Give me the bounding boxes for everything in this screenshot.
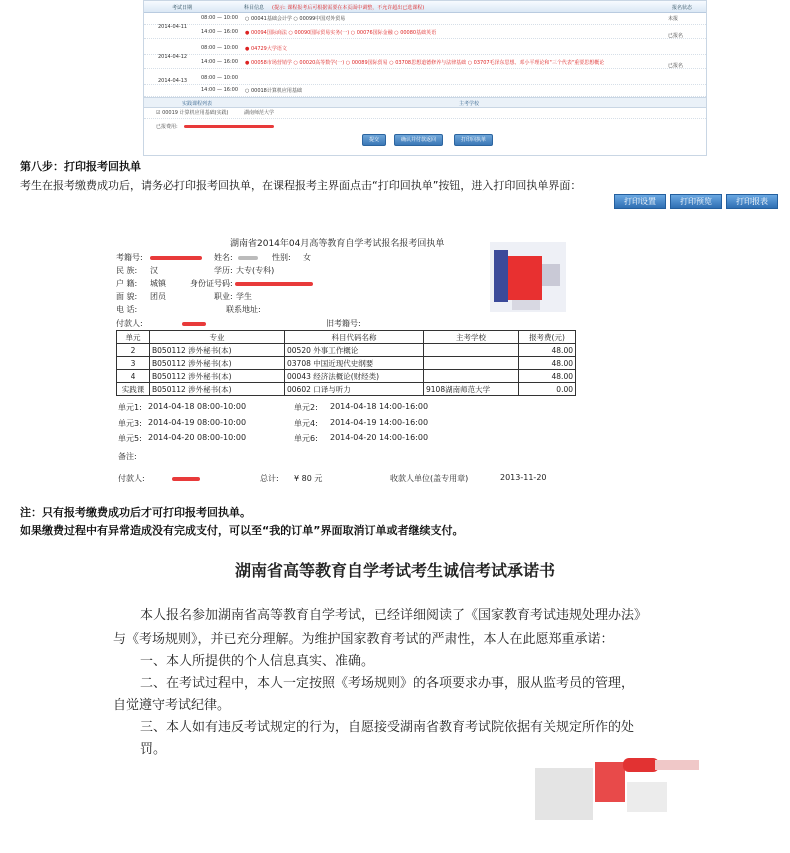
cell-fee: 48.00 <box>519 370 576 383</box>
table-row <box>144 45 706 60</box>
row-date: 2014-04-13 <box>158 78 188 84</box>
hukou-value: 城镇 <box>150 279 166 288</box>
unit-time: 2014-04-20 14:00-16:00 <box>330 433 429 442</box>
practice-header <box>144 97 706 108</box>
redacted-candidate-no <box>150 256 202 260</box>
cell-fee: 48.00 <box>519 357 576 370</box>
total-fee-label: 已报费用: <box>156 124 178 130</box>
label-payer: 付款人: <box>116 319 143 328</box>
row-status: 已报名 <box>668 33 684 39</box>
row-time: 14:00 — 16:00 <box>201 59 238 65</box>
practice-school: 湖南师范大学 <box>244 110 275 116</box>
gender-value: 女 <box>303 253 311 262</box>
school-header-label: 主考学校 <box>459 101 480 107</box>
cell-subject: 00043 经济法概论(财经类) <box>285 370 424 383</box>
cell-unit: 4 <box>117 370 150 383</box>
step8-title: 第八步：打印报考回执单 <box>20 160 141 173</box>
politics-value: 团员 <box>150 292 166 301</box>
label-phone: 电 话: <box>116 305 138 314</box>
row-status: 未报 <box>668 16 679 22</box>
cell-unit: 2 <box>117 344 150 357</box>
label-gender: 性别: <box>272 253 291 262</box>
footer-total-label: 总计: <box>260 474 279 483</box>
redacted-payer <box>182 322 206 326</box>
row-options[interactable]: ● 04729大学语文 <box>245 46 287 52</box>
unit-time: 2014-04-19 14:00-16:00 <box>330 418 429 427</box>
row-time: 08:00 — 10:00 <box>201 75 238 81</box>
cell-subject: 00602 口译与听力 <box>285 383 424 396</box>
note-print-condition: 注：只有报考缴费成功后才可打印报考回执单。 <box>20 506 251 519</box>
practice-row <box>144 109 706 119</box>
receipt-title: 湖南省2014年04月高等教育自学考试报名报考回执单 <box>230 239 445 249</box>
unit-label: 单元6: <box>294 434 318 443</box>
print-preview-button[interactable]: 打印预览 <box>670 194 722 209</box>
cell-unit: 3 <box>117 357 150 370</box>
print-report-button[interactable]: 打印报表 <box>726 194 778 209</box>
submit-button[interactable]: 提交 <box>362 134 386 146</box>
col-header: 报考费(元) <box>519 331 576 344</box>
label-address: 联系地址: <box>226 305 261 314</box>
unit-label: 单元1: <box>118 403 142 412</box>
remark-label: 备注: <box>118 452 137 461</box>
cell-major: B050112 涉外秘书(本) <box>150 383 285 396</box>
pledge-line: 三、本人如有违反考试规定的行为，自愿接受湖南省教育考试院依据有关规定所作的处 <box>140 720 635 735</box>
cell-school <box>424 370 519 383</box>
row-options[interactable]: ○ 00018计算机应用基础 <box>245 88 302 94</box>
cell-major: B050112 涉外秘书(本) <box>150 344 285 357</box>
registration-receipt <box>110 230 600 490</box>
ethnic-value: 汉 <box>150 266 158 275</box>
table-header <box>144 1 706 13</box>
table-row <box>144 29 706 39</box>
row-options[interactable]: ○ 00041基础会计学 ○ 00099中国对外贸易 <box>245 16 346 22</box>
table-header-row <box>117 331 576 344</box>
unit-label: 单元2: <box>294 403 318 412</box>
label-edu: 学历: <box>214 266 233 275</box>
col-header: 专业 <box>150 331 285 344</box>
cell-subject: 00520 外事工作概论 <box>285 344 424 357</box>
course-registration-screenshot <box>143 0 707 156</box>
unit-label: 单元4: <box>294 419 318 428</box>
label-job: 职业: <box>214 292 233 301</box>
unit-time: 2014-04-20 08:00-10:00 <box>148 433 247 442</box>
photo-mosaic <box>490 242 566 312</box>
label-hukou: 户 籍: <box>116 279 138 288</box>
pledge-line: 罚。 <box>140 742 167 757</box>
redacted-fee <box>184 125 274 128</box>
table-row <box>144 15 706 30</box>
table-row <box>144 59 706 69</box>
cell-subject: 03708 中国近现代史纲要 <box>285 357 424 370</box>
redacted-footer-payer <box>172 477 200 481</box>
pledge-line: 自觉遵守考试纪律。 <box>113 698 231 713</box>
table-row <box>144 75 706 85</box>
header-col-status: 报名状态 <box>672 5 693 11</box>
label-id: 身份证号码: <box>190 279 233 288</box>
receipt-table <box>116 330 576 396</box>
row-options[interactable]: ● 00058市场营销学 ○ 00020高等数学(一) ○ 00089国际贸易 ○ 03708思想道德修养与法律基础 ○ 03707毛泽东思想、邓小平理论和"三个代表"重要思想概论 <box>245 60 605 66</box>
row-time: 08:00 — 10:00 <box>201 15 238 21</box>
row-date: 2014-04-11 <box>158 24 188 30</box>
label-old-no: 旧考籍号: <box>326 319 361 328</box>
row-date: 2014-04-12 <box>158 54 188 60</box>
pledge-line: 与《考场规则》，并已充分理解。为维护国家教育考试的严肃性，本人在此愿郑重承诺： <box>113 632 614 647</box>
cell-major: B050112 涉外秘书(本) <box>150 370 285 383</box>
table-row <box>117 370 576 383</box>
practice-header-label: 实践课程列表 <box>182 101 213 107</box>
pledge-line: 一、本人所提供的个人信息真实、准确。 <box>140 654 375 669</box>
label-politics: 面 貌: <box>116 292 138 301</box>
header-col-subject: 科目信息 <box>244 5 265 11</box>
header-col-date: 考试日期 <box>172 5 193 11</box>
confirm-pay-button[interactable]: 确认并付款返回 <box>394 134 443 146</box>
row-time: 08:00 — 10:00 <box>201 45 238 51</box>
redacted-id <box>235 282 313 286</box>
cell-major: B050112 涉外秘书(本) <box>150 357 285 370</box>
footer-total-value: ¥ 80 元 <box>294 474 323 483</box>
note-payment-exception: 如果缴费过程中有异常造成没有完成支付，可以至“我的订单”界面取消订单或者继续支付。 <box>20 524 464 537</box>
row-options[interactable]: ● 00094国际商法 ○ 00090国际贸易实务(一) ○ 00076国际金融 ○ 00080基础英语 <box>245 30 437 36</box>
table-row <box>117 357 576 370</box>
cell-unit: 实践课 <box>117 383 150 396</box>
pledge-line: 本人报名参加湖南省高等教育自学考试，已经详细阅读了《国家教育考试违规处理办法》 <box>140 608 648 623</box>
col-header: 科目代码名称 <box>285 331 424 344</box>
unit-time: 2014-04-18 08:00-10:00 <box>148 402 247 411</box>
header-note: (提示: 课程报考后可根据需要在本页面中调整，不允许超出已选课程) <box>272 5 425 11</box>
cell-fee: 48.00 <box>519 344 576 357</box>
col-header: 主考学校 <box>424 331 519 344</box>
row-time: 14:00 — 16:00 <box>201 87 238 93</box>
label-candidate-no: 考籍号: <box>116 253 143 262</box>
table-row <box>117 344 576 357</box>
cell-school <box>424 357 519 370</box>
footer-date: 2013-11-20 <box>500 473 547 482</box>
step8-desc: 考生在报考缴费成功后，请务必打印报考回执单，在课程报考主界面点击“打印回执单”按钮，进入打印回执单界面： <box>20 179 582 192</box>
unit-time: 2014-04-19 08:00-10:00 <box>148 418 247 427</box>
unit-label: 单元5: <box>118 434 142 443</box>
label-name: 姓名: <box>214 253 233 262</box>
unit-label: 单元3: <box>118 419 142 428</box>
signature-mosaic <box>535 752 705 822</box>
unit-time: 2014-04-18 14:00-16:00 <box>330 402 429 411</box>
row-time: 14:00 — 16:00 <box>201 29 238 35</box>
label-ethnic: 民 族: <box>116 266 138 275</box>
edu-value: 大专(专科) <box>236 266 275 275</box>
job-value: 学生 <box>236 292 252 301</box>
row-status: 已报名 <box>668 63 684 69</box>
footer-payer-label: 付款人: <box>118 474 145 483</box>
table-row <box>117 383 576 396</box>
print-settings-button[interactable]: 打印设置 <box>614 194 666 209</box>
cell-school <box>424 344 519 357</box>
redacted-name <box>238 256 258 260</box>
pledge-line: 二、在考试过程中，本人一定按照《考场规则》的各项要求办事，服从监考员的管理， <box>140 676 635 691</box>
practice-course-checkbox[interactable]: ☑ 00019 计算机应用基础(实践) <box>156 110 229 116</box>
footer-receiver: 收款人单位(盖专用章) <box>390 474 469 483</box>
print-receipt-button[interactable]: 打印回执单 <box>454 134 493 146</box>
cell-fee: 0.00 <box>519 383 576 396</box>
pledge-title: 湖南省高等教育自学考试考生诚信考试承诺书 <box>234 561 555 580</box>
cell-school: 9108湖南师范大学 <box>424 383 519 396</box>
table-row <box>144 87 706 97</box>
col-header: 单元 <box>117 331 150 344</box>
